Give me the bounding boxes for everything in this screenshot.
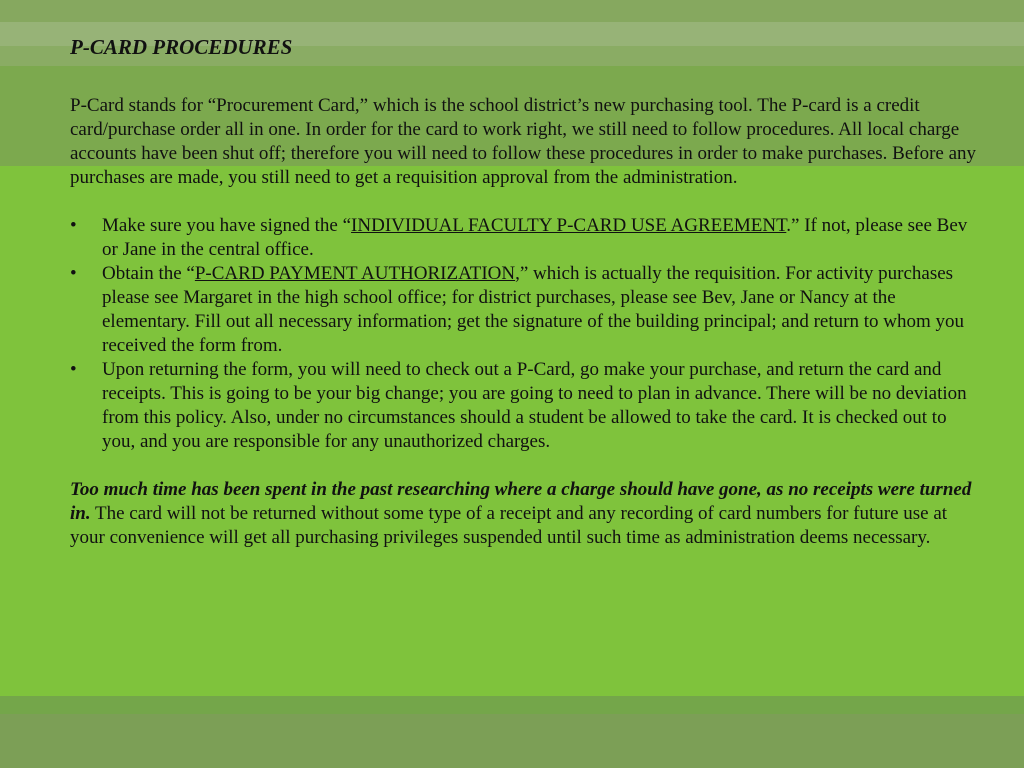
background-band-bottom-1	[0, 696, 1024, 714]
intro-paragraph: P-Card stands for “Procurement Card,” which is the school district’s new purchasing tool. The P-card is a credit card/purchase order all in one. In order for the card to work right, we still need to follow procedures. All local charge accounts have been shut off; therefore you will need to follow these procedures in order to make purchases. Before any purchases are made, you still need to get a requisition approval from the administration.	[70, 95, 977, 188]
procedure-list	[70, 214, 980, 454]
bullet-marker: •	[70, 263, 77, 284]
procedure-item-text: Obtain the “	[102, 263, 195, 284]
procedure-item-text: .” If not, please see Bev or Jane in the central office.	[102, 215, 968, 260]
background-band-bottom-2	[0, 714, 1024, 768]
bullet-marker: •	[70, 215, 77, 236]
procedure-item-checkout	[70, 358, 980, 454]
closing-paragraph	[70, 478, 980, 550]
authorization-link[interactable]: P-CARD PAYMENT AUTHORIZATION	[194, 263, 516, 284]
procedure-item-authorization	[70, 262, 980, 358]
procedure-item-text: Make sure you have signed the “	[102, 215, 352, 236]
procedure-item-agreement	[70, 214, 980, 262]
bullet-marker: •	[70, 359, 77, 380]
agreement-link[interactable]: INDIVIDUAL FACULTY P-CARD USE AGREEMENT	[351, 215, 787, 236]
closing-text: The card will not be returned without some type of a receipt and any recording of card numbers for future use at your convenience will get all purchasing privileges suspended until such time as administration deems necessary.	[70, 503, 948, 548]
background-band-top-1	[0, 0, 1024, 22]
procedure-item-text: Upon returning the form, you will need to check out a P-Card, go make your purchase, and return the card and receipts. This is going to be your big change; you are going to need to plan in advance. There will be no deviation from this policy. Also, under no circumstances should a student be allowed to take the card. It is checked out to you, and you are responsible for any unauthorized charges.	[102, 359, 967, 452]
page-title: P-CARD PROCEDURES	[70, 35, 293, 59]
closing-emphasis: Too much time has been spent in the past researching where a charge should have gone, as no receipts were turned in.	[70, 479, 972, 524]
procedure-item-text: ,” which is actually the requisition. For activity purchases please see Margaret in the high school office; for district purchases, please see Bev, Jane or Nancy at the elementary. Fill out all necessary information; get the signature of the building principal; and return to whom you received the form from.	[102, 263, 964, 356]
slide-content	[70, 34, 980, 574]
